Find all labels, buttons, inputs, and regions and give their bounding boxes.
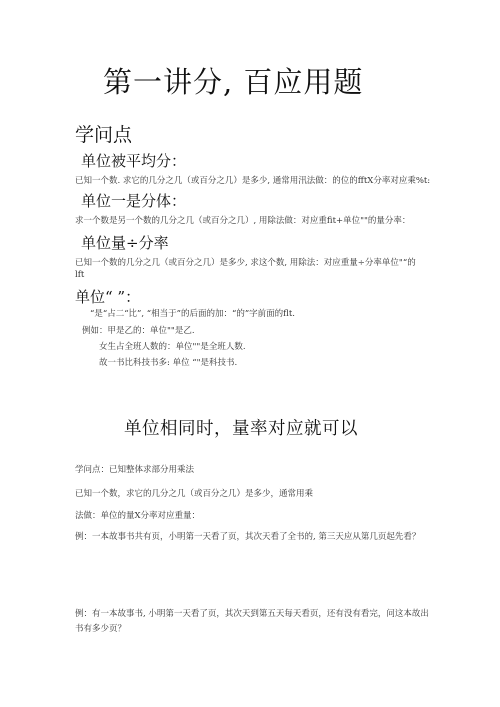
section2-line3: 法做：单位的量X分率对应重量： <box>75 511 201 521</box>
part2-text: 求一个数是另一个数的几分之几（或百分之几）, 用除法做：对应重fit+单位""的量分率： <box>75 216 411 226</box>
part3-heading: 单位量÷分率 <box>81 234 169 252</box>
part4-heading: 单位“ ”： <box>75 288 141 306</box>
section2-example2-line1: 例：有一本故事书, 小明第一天看了页，其次天到第五天每天看页，还有没有看完，问这本故出 <box>75 609 429 619</box>
section2-line1: 学问点：已知整体求部分用乘法 <box>75 465 195 475</box>
part1-heading: 单位被平均分： <box>81 152 187 170</box>
section2-line2: 已知一个数，求它的几分之几（或百分之几）是多少，通常用乘 <box>75 489 314 499</box>
part3-text-line2: lft <box>75 270 85 280</box>
section2-example2-line2: 书有多少页？ <box>75 624 127 634</box>
part1-text: 已知一个数. 求它的几分之几（或百分之几）是多少, 通常用汛法做：的位的fftX分率对应乘%t: <box>75 176 431 186</box>
part3-text-line1: 已知一个数的几分之几（或百分之几）是多少, 求这个数, 用除法：对应重量÷分率单位"“的 <box>75 258 416 268</box>
page-title: 第一讲分, 百应用题 <box>103 65 364 99</box>
section2-heading: 单位相同时，量率对应就可以 <box>124 419 358 439</box>
part2-heading: 单位一是分体： <box>81 192 187 210</box>
section2-example1: 例：一本故事书共有页，小明第一天看了页，其次天看了全书的, 第三天应从第几页起先看？ <box>75 532 421 542</box>
part4-rule: “是“占二“比”, “相当于”的后面的加：“的”字前面的flt. <box>90 309 295 319</box>
knowledge-heading: 学问点 <box>75 124 133 146</box>
part4-example-intro: 例如：甲是乙的：单位""是乙. <box>82 326 195 336</box>
part4-example-2: 女生占全班人数的：单位""是全班人数. <box>99 342 246 352</box>
part4-example-3: 故一书比科技书多: 单位 “"是科技书. <box>99 358 238 368</box>
